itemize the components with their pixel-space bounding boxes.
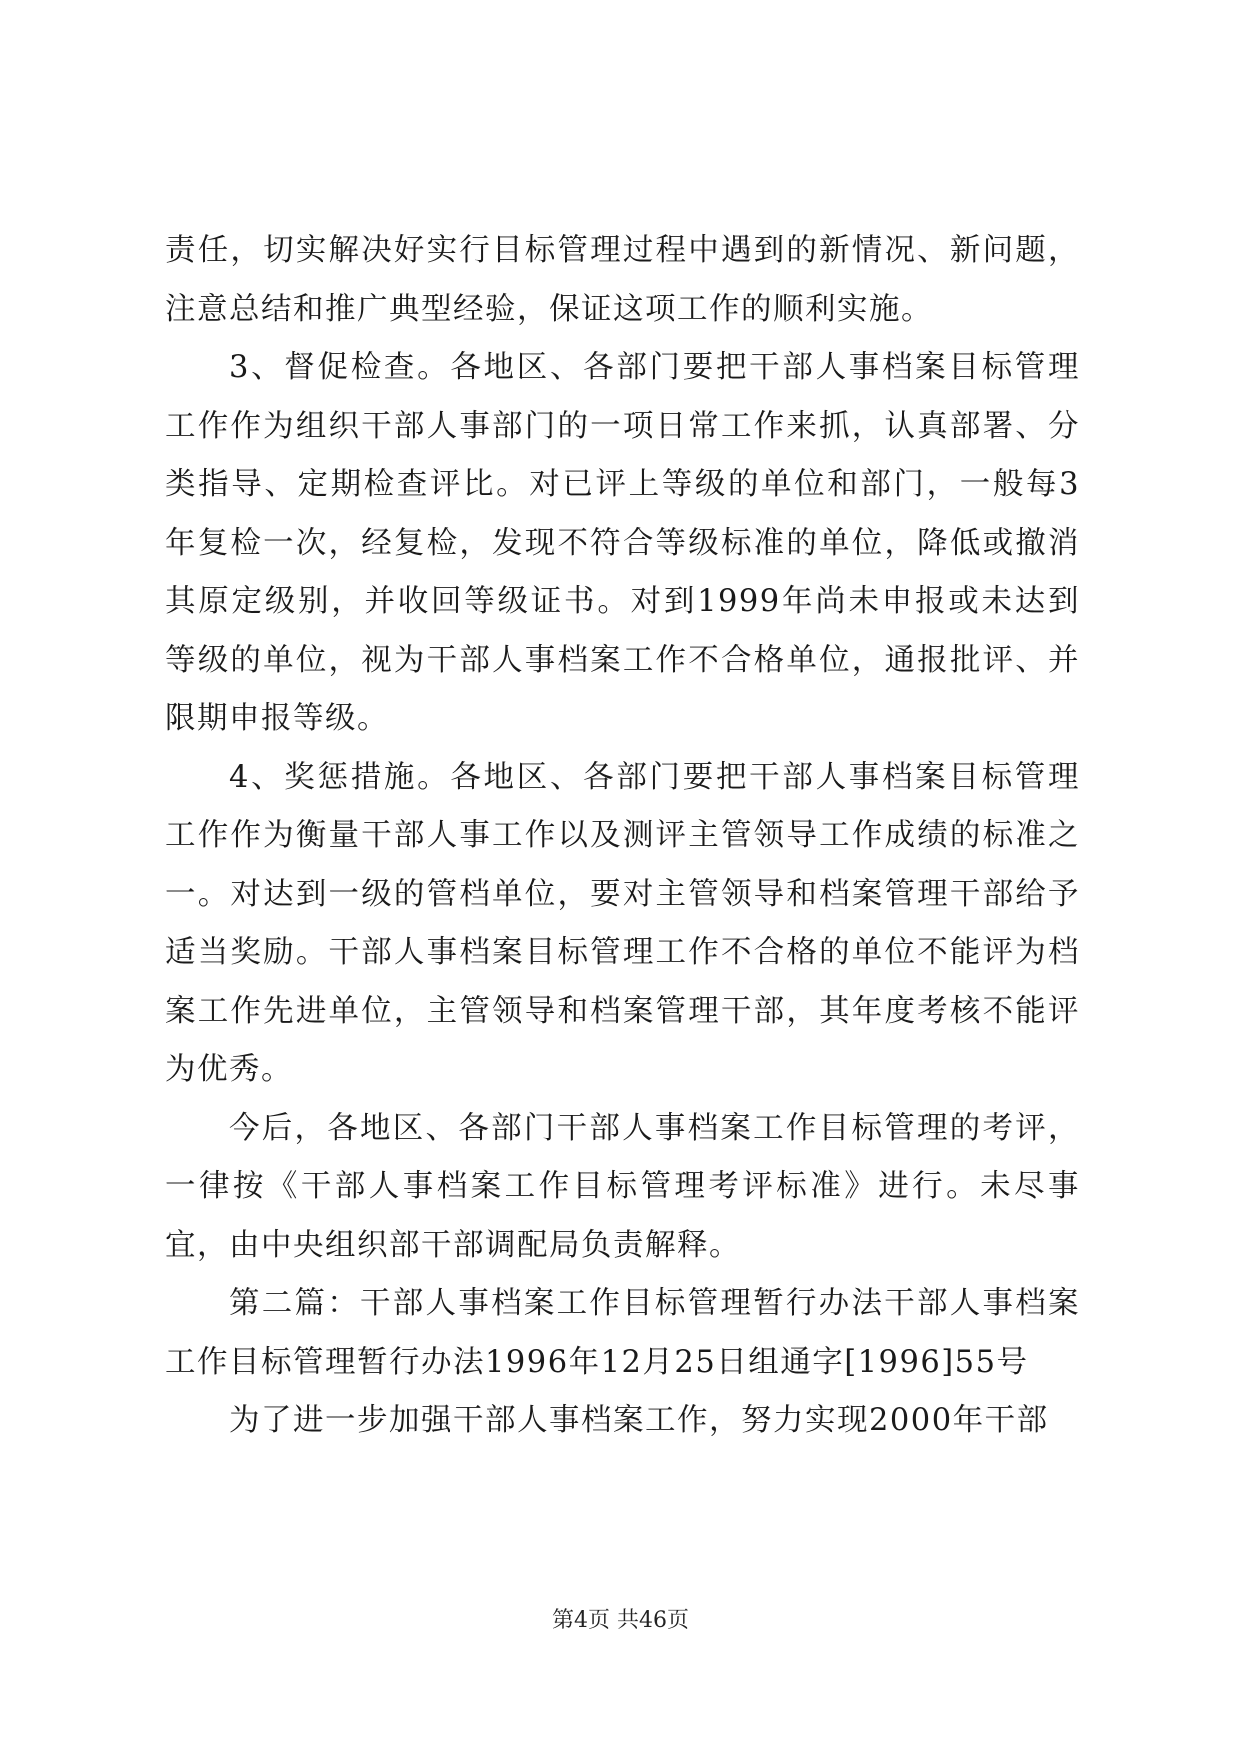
paragraph-second-chapter-heading: 第二篇：干部人事档案工作目标管理暂行办法干部人事档案工作目标管理暂行办法1996年12月25日组通字[1996]55号 (165, 1286, 1080, 1380)
paragraph-rewards-penalties: 4、奖惩措施。各地区、各部门要把干部人事档案目标管理工作作为衡量干部人事工作以及测评主管领导工作成绩的标准之一。对达到一级的管档单位，要对主管领导和档案管理干部给予适当奖励。干部人事档案目标管理工作不合格的单位不能评为档案工作先进单位，主管领导和档案管理干部，其年度考核不能评为优秀。 (165, 759, 1080, 1087)
paragraph-supervision: 3、督促检查。各地区、各部门要把干部人事档案目标管理工作作为组织干部人事部门的一项日常工作来抓，认真部署、分类指导、定期检查评比。对已评上等级的单位和部门，一般每3年复检一次，经复检，发现不符合等级标准的单位，降低或撤消其原定级别，并收回等级证书。对到1999年尚未申报或未达到等级的单位，视为干部人事档案工作不合格单位，通报批评、并限期申报等级。 (165, 350, 1080, 736)
paragraph-intro: 为了进一步加强干部人事档案工作，努力实现2000年干部 (229, 1403, 1049, 1438)
paragraph-future-evaluation: 今后，各地区、各部门干部人事档案工作目标管理的考评，一律按《干部人事档案工作目标管理考评标准》进行。未尽事宜，由中央组织部干部调配局负责解释。 (165, 1110, 1080, 1263)
paragraph-continuation: 责任，切实解决好实行目标管理过程中遇到的新情况、新问题，注意总结和推广典型经验，保证这项工作的顺利实施。 (165, 233, 1080, 327)
document-body (165, 222, 1080, 1451)
page-number-footer: 第4页 共46页 (552, 1608, 689, 1633)
